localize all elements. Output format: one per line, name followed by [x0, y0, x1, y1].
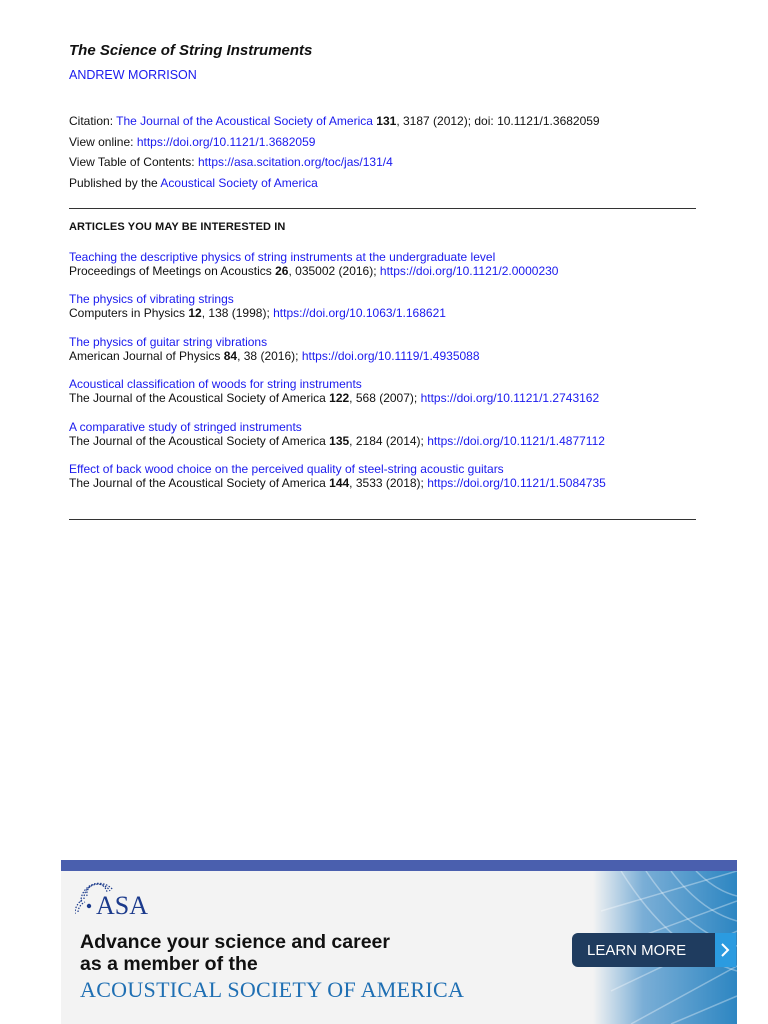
related-article-source — [69, 349, 709, 363]
related-article-title-link[interactable]: The physics of guitar string vibrations — [69, 334, 268, 349]
top-divider — [69, 208, 696, 209]
citation-row — [69, 114, 600, 135]
society-name: ACOUSTICAL SOCIETY OF AMERICA — [80, 977, 465, 1002]
citation-rest: , 3187 (2012); doi: 10.1121/1.3682059 — [396, 114, 600, 128]
source-name: American Journal of Physics — [69, 348, 224, 363]
asa-membership-banner[interactable] — [61, 860, 737, 1024]
view-online-link[interactable]: https://doi.org/10.1121/1.3682059 — [136, 134, 316, 149]
published-label: Published by the — [69, 175, 161, 190]
related-article — [69, 292, 709, 334]
source-rest: , 035002 (2016); — [288, 264, 380, 278]
related-article — [69, 250, 709, 292]
headline-line-2: as a member of the — [80, 953, 258, 975]
author-link[interactable]: ANDREW MORRISON — [69, 68, 197, 82]
related-article — [69, 420, 709, 462]
related-article-title-link[interactable]: Effect of back wood choice on the perceived quality of steel-string acoustic guitars — [69, 461, 504, 476]
source-rest: , 568 (2007); — [349, 391, 421, 406]
view-toc-label: View Table of Contents: — [69, 155, 198, 169]
source-name: The Journal of the Acoustical Society of America — [69, 391, 330, 406]
related-article — [69, 335, 709, 377]
source-volume: 144 — [329, 475, 350, 490]
chevron-right-icon — [715, 933, 736, 967]
source-rest: , 2184 (2014); — [349, 433, 428, 448]
banner-headline — [80, 931, 390, 975]
related-article-source — [69, 306, 709, 320]
doi-link[interactable]: https://doi.org/10.1121/1.2743162 — [420, 391, 600, 406]
bottom-divider — [69, 519, 696, 520]
view-online-row — [69, 135, 600, 156]
citation-volume: 131 — [376, 114, 397, 128]
view-toc-row — [69, 155, 600, 176]
view-toc-link[interactable]: https://asa.scitation.org/toc/jas/131/4 — [197, 155, 393, 169]
source-rest: , 3533 (2018); — [349, 475, 428, 490]
doi-link[interactable]: https://doi.org/10.1063/1.168621 — [273, 306, 446, 321]
source-name: The Journal of the Acoustical Society of America — [69, 475, 330, 490]
related-article-source — [69, 434, 709, 448]
citation-block — [69, 114, 600, 196]
doi-link[interactable]: https://doi.org/10.1119/1.4935088 — [301, 348, 480, 363]
source-volume: 84 — [223, 348, 238, 363]
published-row — [69, 176, 600, 197]
source-volume: 135 — [329, 433, 350, 448]
headline-line-1: Advance your science and career — [80, 931, 390, 953]
related-article — [69, 462, 709, 504]
related-article-title-link[interactable]: Acoustical classification of woods for string instruments — [69, 377, 362, 392]
view-online-label: View online: — [69, 134, 137, 149]
related-articles-list — [69, 250, 709, 504]
doi-link[interactable]: https://doi.org/10.1121/1.4877112 — [427, 433, 605, 448]
learn-more-label: LEARN MORE — [587, 941, 687, 959]
learn-more-button[interactable] — [572, 933, 736, 967]
source-name: Computers in Physics — [69, 306, 189, 321]
source-name: Proceedings of Meetings on Acoustics — [69, 264, 276, 278]
doi-link[interactable]: https://doi.org/10.1121/2.0000230 — [379, 264, 559, 278]
source-name: The Journal of the Acoustical Society of America — [69, 433, 330, 448]
citation-journal-link[interactable]: The Journal of the Acoustical Society of America — [116, 114, 373, 128]
related-article-title-link[interactable]: The physics of vibrating strings — [69, 292, 234, 307]
citation-label: Citation: — [69, 114, 117, 128]
source-volume: 122 — [329, 391, 350, 406]
article-title: The Science of String Instruments — [69, 42, 313, 59]
related-article-title-link[interactable]: Teaching the descriptive physics of string instruments at the undergraduate level — [69, 250, 496, 264]
banner-top-bar — [61, 860, 737, 871]
related-article-source — [69, 391, 709, 405]
source-rest: , 38 (2016); — [237, 348, 302, 363]
publisher-link[interactable]: Acoustical Society of America — [160, 175, 318, 190]
doi-link[interactable]: https://doi.org/10.1121/1.5084735 — [427, 475, 606, 490]
related-article-source — [69, 264, 709, 278]
related-article — [69, 377, 709, 419]
source-volume: 26 — [275, 264, 289, 278]
source-rest: , 138 (1998); — [201, 306, 274, 321]
asa-logo-text: ASA — [96, 891, 149, 920]
related-article-source — [69, 476, 709, 490]
related-article-title-link[interactable]: A comparative study of stringed instruments — [69, 419, 302, 434]
source-volume: 12 — [188, 306, 202, 321]
section-heading: ARTICLES YOU MAY BE INTERESTED IN — [69, 221, 286, 233]
